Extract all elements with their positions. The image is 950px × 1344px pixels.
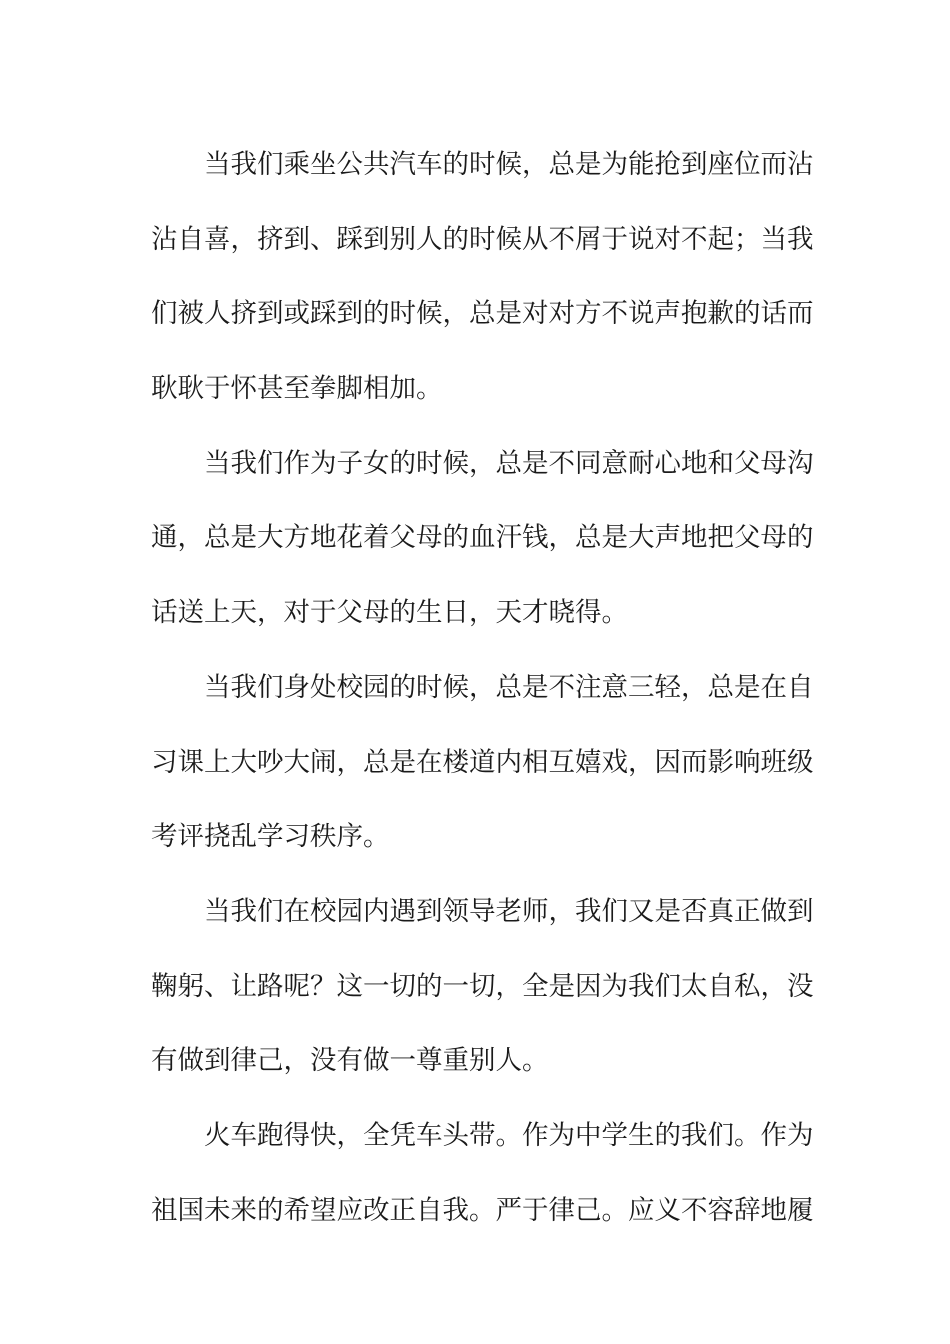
paragraph-line: 考评挠乱学习秩序。	[151, 821, 390, 853]
paragraph-line: 祖国未来的希望应改正自我。严于律己。应义不容辞地履	[151, 1194, 814, 1226]
paragraph-line: 当我们乘坐公共汽车的时候，总是为能抢到座位而沾	[204, 149, 814, 180]
paragraph-line: 当我们在校园内遇到领导老师，我们又是否真正做到	[204, 895, 814, 927]
paragraph	[151, 427, 814, 651]
document-body	[151, 128, 814, 1248]
paragraph-line: 习课上大吵大闹，总是在楼道内相互嬉戏，因而影响班级	[151, 746, 814, 778]
paragraph-line: 话送上天，对于父母的生日，天才晓得。	[151, 597, 628, 629]
paragraph	[151, 128, 814, 427]
paragraph-line: 鞠躬、让路呢？这一切的一切，全是因为我们太自私，没	[151, 970, 814, 1002]
paragraph-line: 通，总是大方地花着父母的血汗钱，总是大声地把父母的	[151, 522, 814, 554]
paragraph-line: 当我们作为子女的时候，总是不同意耐心地和父母沟	[204, 447, 814, 479]
paragraph-line: 们被人挤到或踩到的时候，总是对对方不说声抱歉的话而	[151, 298, 814, 330]
paragraph	[151, 875, 814, 1099]
paragraph-line: 有做到律己，没有做一尊重别人。	[151, 1045, 549, 1077]
paragraph-line: 火车跑得快，全凭车头带。作为中学生的我们。作为	[204, 1119, 814, 1151]
paragraph	[151, 651, 814, 875]
paragraph	[151, 1099, 814, 1248]
paragraph-line: 当我们身处校园的时候，总是不注意三轻，总是在自	[204, 671, 814, 703]
paragraph-line: 沾自喜，挤到、踩到别人的时候从不屑于说对不起；当我	[151, 223, 814, 255]
paragraph-line: 耿耿于怀甚至拳脚相加。	[151, 373, 443, 405]
